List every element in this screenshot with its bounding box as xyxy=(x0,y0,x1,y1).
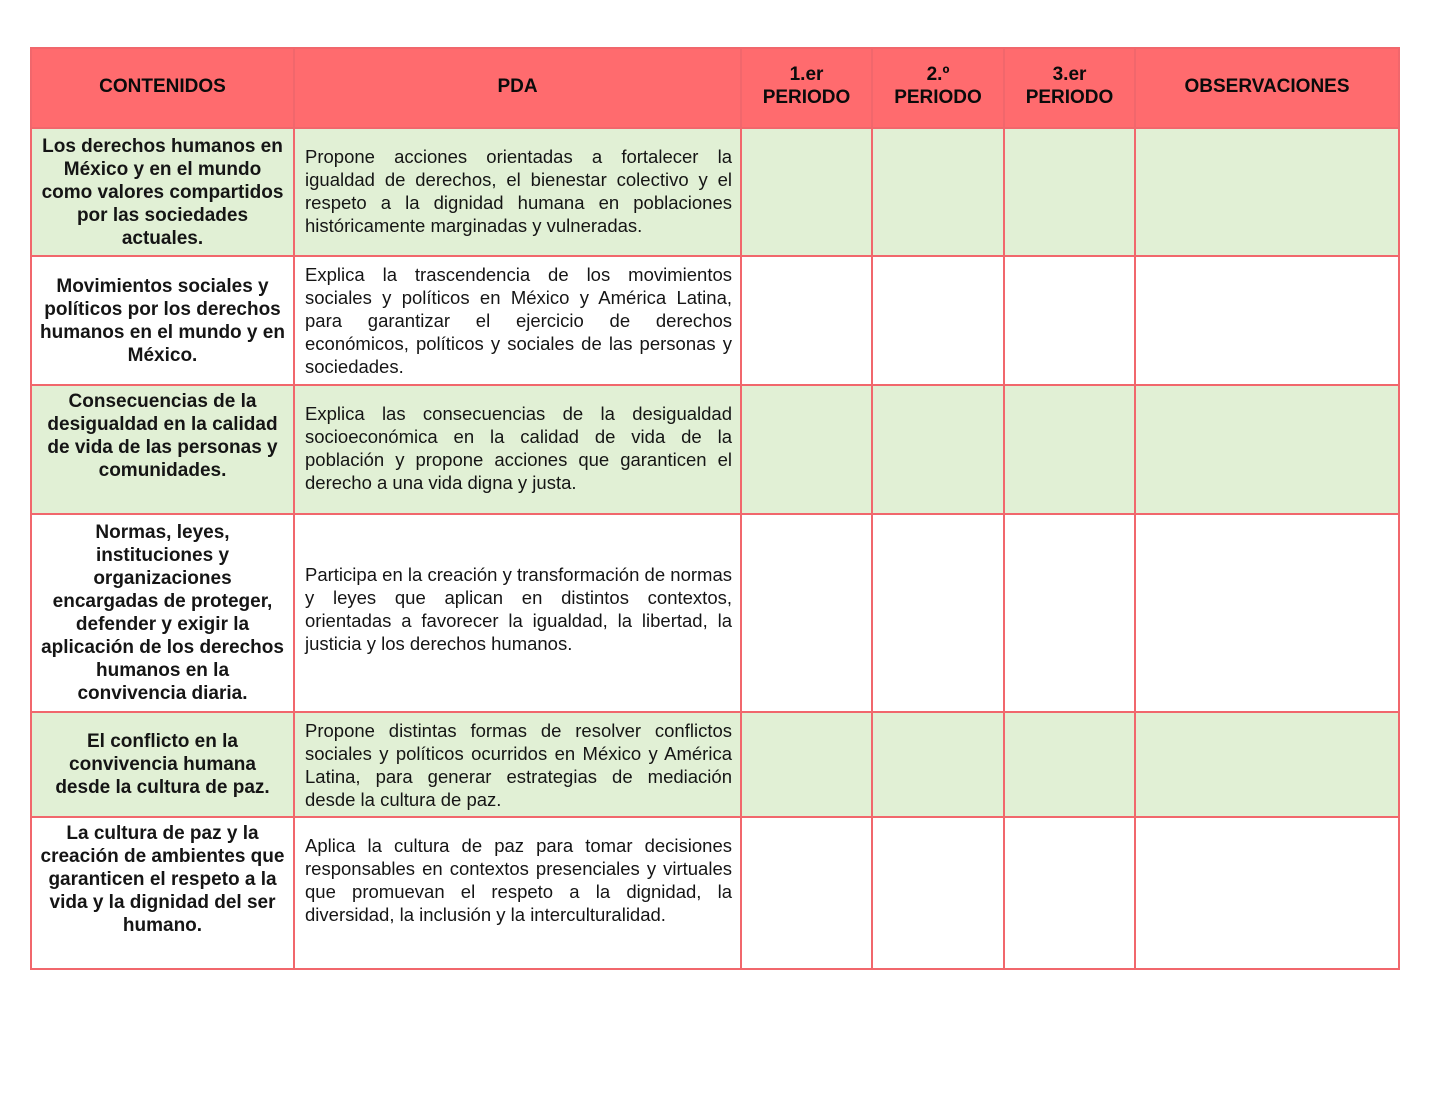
periodo-3-cell[interactable] xyxy=(1004,712,1135,817)
pda-cell xyxy=(294,385,741,514)
table-row xyxy=(31,128,1399,256)
periodo-3-cell[interactable] xyxy=(1004,817,1135,969)
contenido-cell: Movimientos sociales y políticos por los derechos humanos en el mundo y en México. xyxy=(31,256,294,385)
periodo-1-cell[interactable] xyxy=(741,256,872,385)
periodo-2-cell[interactable] xyxy=(872,817,1004,969)
pda-cell xyxy=(294,514,741,712)
observaciones-cell[interactable] xyxy=(1135,712,1399,817)
periodo-1-cell[interactable] xyxy=(741,128,872,256)
periodo-2-cell[interactable] xyxy=(872,256,1004,385)
contenido-cell: El conflicto en la convivencia humana desde la cultura de paz. xyxy=(31,712,294,817)
contenido-cell: Los derechos humanos en México y en el mundo como valores compartidos por las sociedades actuales. xyxy=(31,128,294,256)
periodo-1-cell[interactable] xyxy=(741,385,872,514)
pda-cell xyxy=(294,256,741,385)
pda-text: Participa en la creación y transformación de normas y leyes que aplican en distintos contextos, orientadas a favorecer la igualdad, la libertad, la justicia y los derechos humanos. xyxy=(305,564,732,654)
observaciones-cell[interactable] xyxy=(1135,385,1399,514)
periodo-2-cell[interactable] xyxy=(872,385,1004,514)
periodo-1-cell[interactable] xyxy=(741,817,872,969)
header-periodo-2-line-2: PERIODO xyxy=(894,87,982,108)
table-row xyxy=(31,712,1399,817)
header-periodo-3-line-1: 3.er xyxy=(1052,64,1087,85)
pda-text: Propone acciones orientadas a fortalecer la igualdad de derechos, el bienestar colectivo y el respeto a la dignidad humana en poblaciones históricamente marginadas y vulneradas. xyxy=(305,146,732,236)
observaciones-cell[interactable] xyxy=(1135,817,1399,969)
periodo-2-cell[interactable] xyxy=(872,514,1004,712)
evaluation-table xyxy=(30,47,1400,970)
table-row xyxy=(31,817,1399,969)
header-pda: PDA xyxy=(294,48,741,128)
header-periodo-2-line-1: 2.º xyxy=(926,64,950,85)
header-periodo-3-line-2: PERIODO xyxy=(1025,87,1114,108)
pda-text: Explica las consecuencias de la desigualdad socioeconómica en la calidad de vida de la población y propone acciones que garanticen el derecho a una vida digna y justa. xyxy=(305,403,732,493)
pda-text: Explica la trascendencia de los movimientos sociales y políticos en México y América Latina, para garantizar el ejercicio de derechos económicos, políticos y sociales de las personas y sociedades. xyxy=(305,264,732,377)
periodo-3-cell[interactable] xyxy=(1004,514,1135,712)
periodo-1-cell[interactable] xyxy=(741,712,872,817)
pda-cell xyxy=(294,817,741,969)
pda-text: Aplica la cultura de paz para tomar decisiones responsables en contextos presenciales y virtuales que promuevan el respeto a la dignidad, la diversidad, la inclusión y la interculturalidad. xyxy=(305,835,732,925)
observaciones-cell[interactable] xyxy=(1135,128,1399,256)
pda-text: Propone distintas formas de resolver conflictos sociales y políticos ocurridos en México y América Latina, para generar estrategias de mediación desde la cultura de paz. xyxy=(305,720,732,810)
periodo-3-cell[interactable] xyxy=(1004,256,1135,385)
periodo-3-cell[interactable] xyxy=(1004,385,1135,514)
header-row xyxy=(31,48,1399,128)
table-row xyxy=(31,514,1399,712)
periodo-1-cell[interactable] xyxy=(741,514,872,712)
periodo-3-cell[interactable] xyxy=(1004,128,1135,256)
observaciones-cell[interactable] xyxy=(1135,514,1399,712)
header-periodo-2 xyxy=(872,48,1004,128)
header-contenidos: CONTENIDOS xyxy=(31,48,294,128)
table-row xyxy=(31,256,1399,385)
header-observaciones: OBSERVACIONES xyxy=(1135,48,1399,128)
observaciones-cell[interactable] xyxy=(1135,256,1399,385)
header-periodo-1-line-1: 1.er xyxy=(789,64,824,85)
pda-cell xyxy=(294,712,741,817)
periodo-2-cell[interactable] xyxy=(872,712,1004,817)
contenido-cell: Normas, leyes, instituciones y organizaciones encargadas de proteger, defender y exigir la aplicación de los derechos humanos en la convivencia diaria. xyxy=(31,514,294,712)
contenido-cell: Consecuencias de la desigualdad en la calidad de vida de las personas y comunidades. xyxy=(31,385,294,514)
header-periodo-1-line-2: PERIODO xyxy=(762,87,851,108)
table-row xyxy=(31,385,1399,514)
header-periodo-1 xyxy=(741,48,872,128)
contenido-cell: La cultura de paz y la creación de ambientes que garanticen el respeto a la vida y la dignidad del ser humano. xyxy=(31,817,294,969)
pda-cell xyxy=(294,128,741,256)
header-periodo-3 xyxy=(1004,48,1135,128)
periodo-2-cell[interactable] xyxy=(872,128,1004,256)
